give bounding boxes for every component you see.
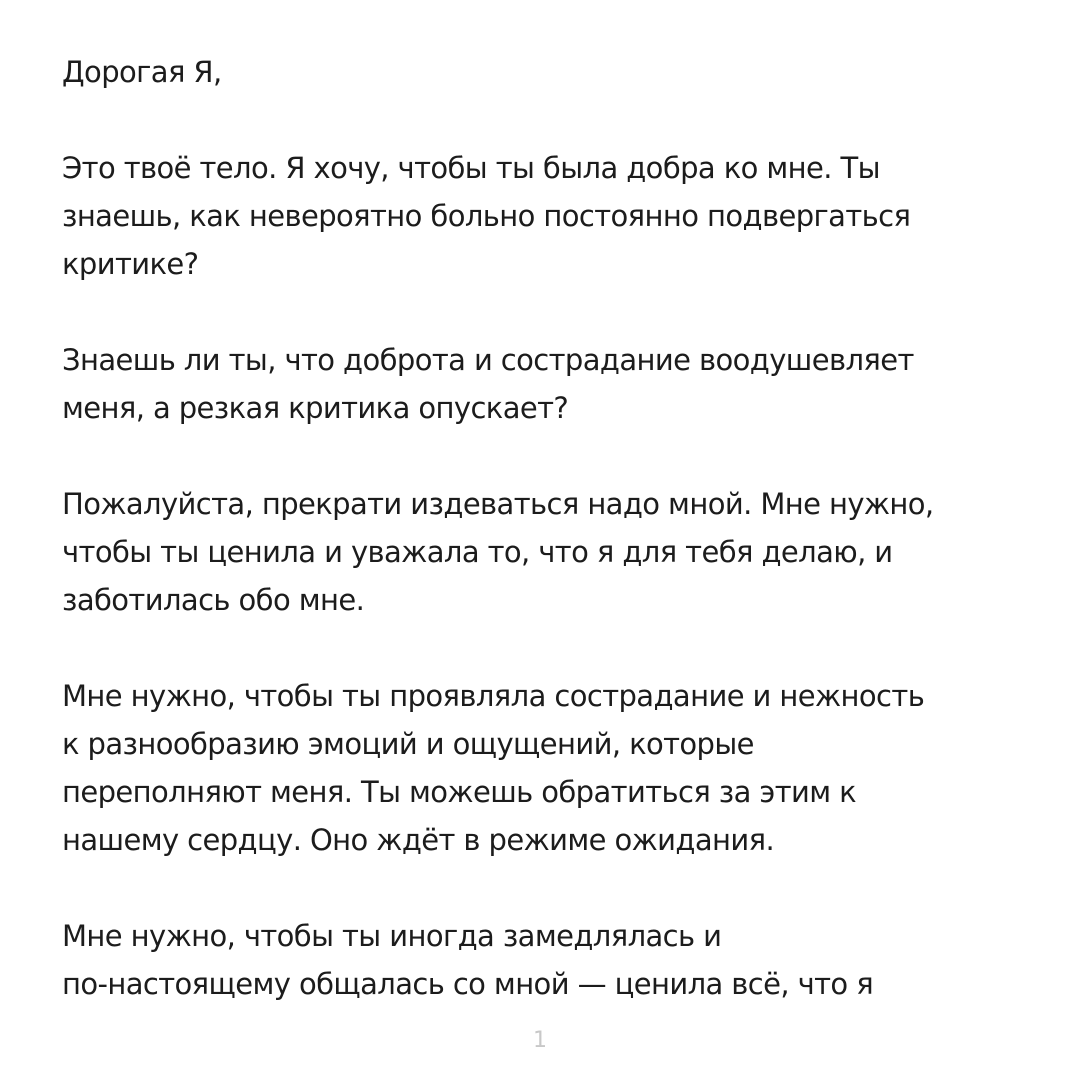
text-line: по-настоящему общалась со мной — ценила всё, что я [62,967,874,1001]
text-line: Мне нужно, чтобы ты иногда замедлялась и [62,919,722,953]
text-line: Дорогая Я, [62,55,222,89]
text-line: знаешь, как невероятно больно постоянно подвергаться [62,199,911,233]
body-paragraph [62,336,1022,432]
text-line: к разнообразию эмоций и ощущений, которые [62,727,754,761]
text-line: чтобы ты ценила и уважала то, что я для тебя делаю, и [62,535,893,569]
body-paragraph [62,912,1022,1008]
text-line: заботилась обо мне. [62,583,365,617]
text-line: Пожалуйста, прекрати издеваться надо мной. Мне нужно, [62,487,934,521]
text-line: нашему сердцу. Оно ждёт в режиме ожидания. [62,823,775,857]
text-line: переполняют меня. Ты можешь обратиться за этим к [62,775,857,809]
text-line: Знаешь ли ты, что доброта и сострадание воодушевляет [62,343,914,377]
page-number: 1 [533,1028,547,1053]
text-line: меня, а резкая критика опускает? [62,391,569,425]
text-line: Это твоё тело. Я хочу, чтобы ты была добра ко мне. Ты [62,151,880,185]
body-paragraph [62,480,1022,624]
text-line: критике? [62,247,199,281]
body-paragraph [62,672,1022,864]
greeting-paragraph [62,48,1022,96]
body-paragraph [62,144,1022,288]
letter-body [62,48,1022,1056]
text-line: Мне нужно, чтобы ты проявляла сострадание и нежность [62,679,925,713]
